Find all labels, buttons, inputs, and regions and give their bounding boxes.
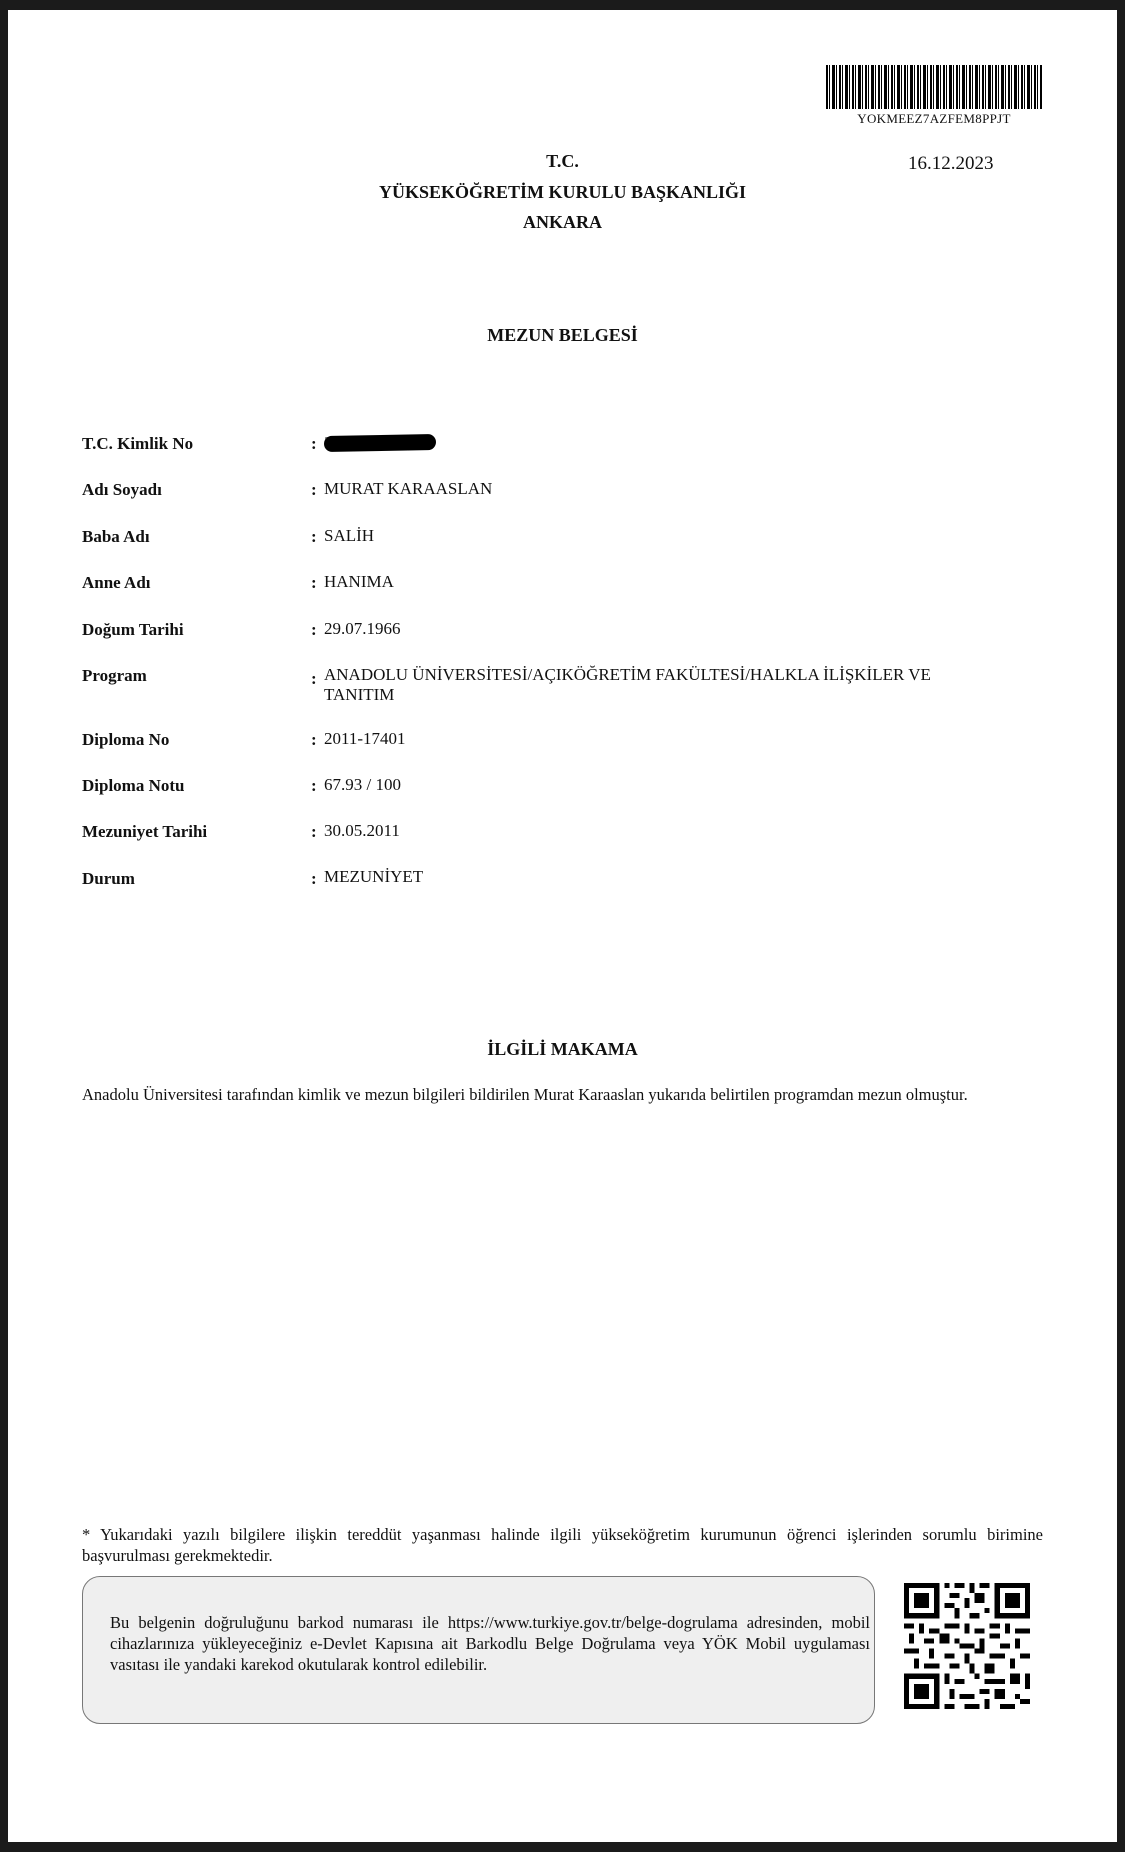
field-label-dogum-tarihi: Doğum Tarihi <box>82 620 184 639</box>
field-colon: : <box>311 730 317 749</box>
field-colon: : <box>311 620 317 639</box>
field-colon: : <box>311 434 317 453</box>
field-colon: : <box>311 669 317 688</box>
field-label-mezuniyet-tarihi: Mezuniyet Tarihi <box>82 822 208 841</box>
barcode-code: YOKMEEZ7AZFEM8PPJT <box>857 111 1011 126</box>
field-label-baba-adi: Baba Adı <box>82 527 150 546</box>
field-colon: : <box>311 573 317 592</box>
field-label-anne-adi: Anne Adı <box>82 573 151 592</box>
field-label-program: Program <box>82 666 147 685</box>
document-date: 16.12.2023 <box>908 153 994 174</box>
field-value-program-line-1: ANADOLU ÜNİVERSİTESİ/AÇIKÖĞRETİM FAKÜLTESİ/HALKLA İLİŞKİLER VE <box>324 665 931 684</box>
field-colon: : <box>311 776 317 795</box>
verification-box <box>82 1576 875 1724</box>
field-value-diploma-no: 2011-17401 <box>324 729 406 748</box>
section-title: İLGİLİ MAKAMA <box>487 1039 638 1059</box>
field-value-program-line-2: TANITIM <box>324 685 395 704</box>
verification-text: Bu belgenin doğruluğunu barkod numarası ile https://www.turkiye.gov.tr/belge-dogrulama adresinden, mobil cihazlarınıza yükleyeceğiniz e-Devlet Kapısına ait Barkodlu Belge Doğrulama veya YÖK Mobil uygulaması vasıtası ile yandaki karekod okutularak kontrol edilebilir. <box>110 1613 870 1674</box>
qr-code-icon <box>904 1583 1030 1709</box>
footnote: * Yukarıdaki yazılı bilgilere ilişkin tereddüt yaşanması halinde ilgili yükseköğretim kurumunun öğrenci işlerinden sorumlu birimine başvurulması gerekmektedir. <box>82 1525 1043 1565</box>
field-value-baba-adi: SALİH <box>324 526 375 545</box>
field-label-diploma-no: Diploma No <box>82 730 170 749</box>
field-value-dogum-tarihi: 29.07.1966 <box>324 619 401 638</box>
document-page <box>8 10 1117 1842</box>
field-value-adi-soyadi: MURAT KARAASLAN <box>324 479 493 498</box>
field-colon: : <box>311 480 317 499</box>
field-value-durum: MEZUNİYET <box>324 867 424 886</box>
header-line-3: ANKARA <box>523 212 602 232</box>
barcode-image <box>826 65 1042 109</box>
header-line-1: T.C. <box>546 151 579 171</box>
redaction-mark <box>324 434 436 452</box>
field-colon: : <box>311 822 317 841</box>
section-paragraph: Anadolu Üniversitesi tarafından kimlik ve mezun bilgileri bildirilen Murat Karaaslan yukarıda belirtilen programdan mezun olmuştur. <box>82 1085 968 1104</box>
field-colon: : <box>311 527 317 546</box>
field-value-anne-adi: HANIMA <box>324 572 394 591</box>
field-label-tc-kimlik: T.C. Kimlik No <box>82 434 194 453</box>
field-label-diploma-notu: Diploma Notu <box>82 776 185 795</box>
header-line-2: YÜKSEKÖĞRETİM KURULU BAŞKANLIĞI <box>378 182 747 202</box>
field-value-diploma-notu: 67.93 / 100 <box>324 775 401 794</box>
field-colon: : <box>311 869 317 888</box>
document-title: MEZUN BELGESİ <box>487 325 638 345</box>
field-label-durum: Durum <box>82 869 135 888</box>
field-value-mezuniyet-tarihi: 30.05.2011 <box>324 821 400 840</box>
field-label-adi-soyadi: Adı Soyadı <box>82 480 162 499</box>
